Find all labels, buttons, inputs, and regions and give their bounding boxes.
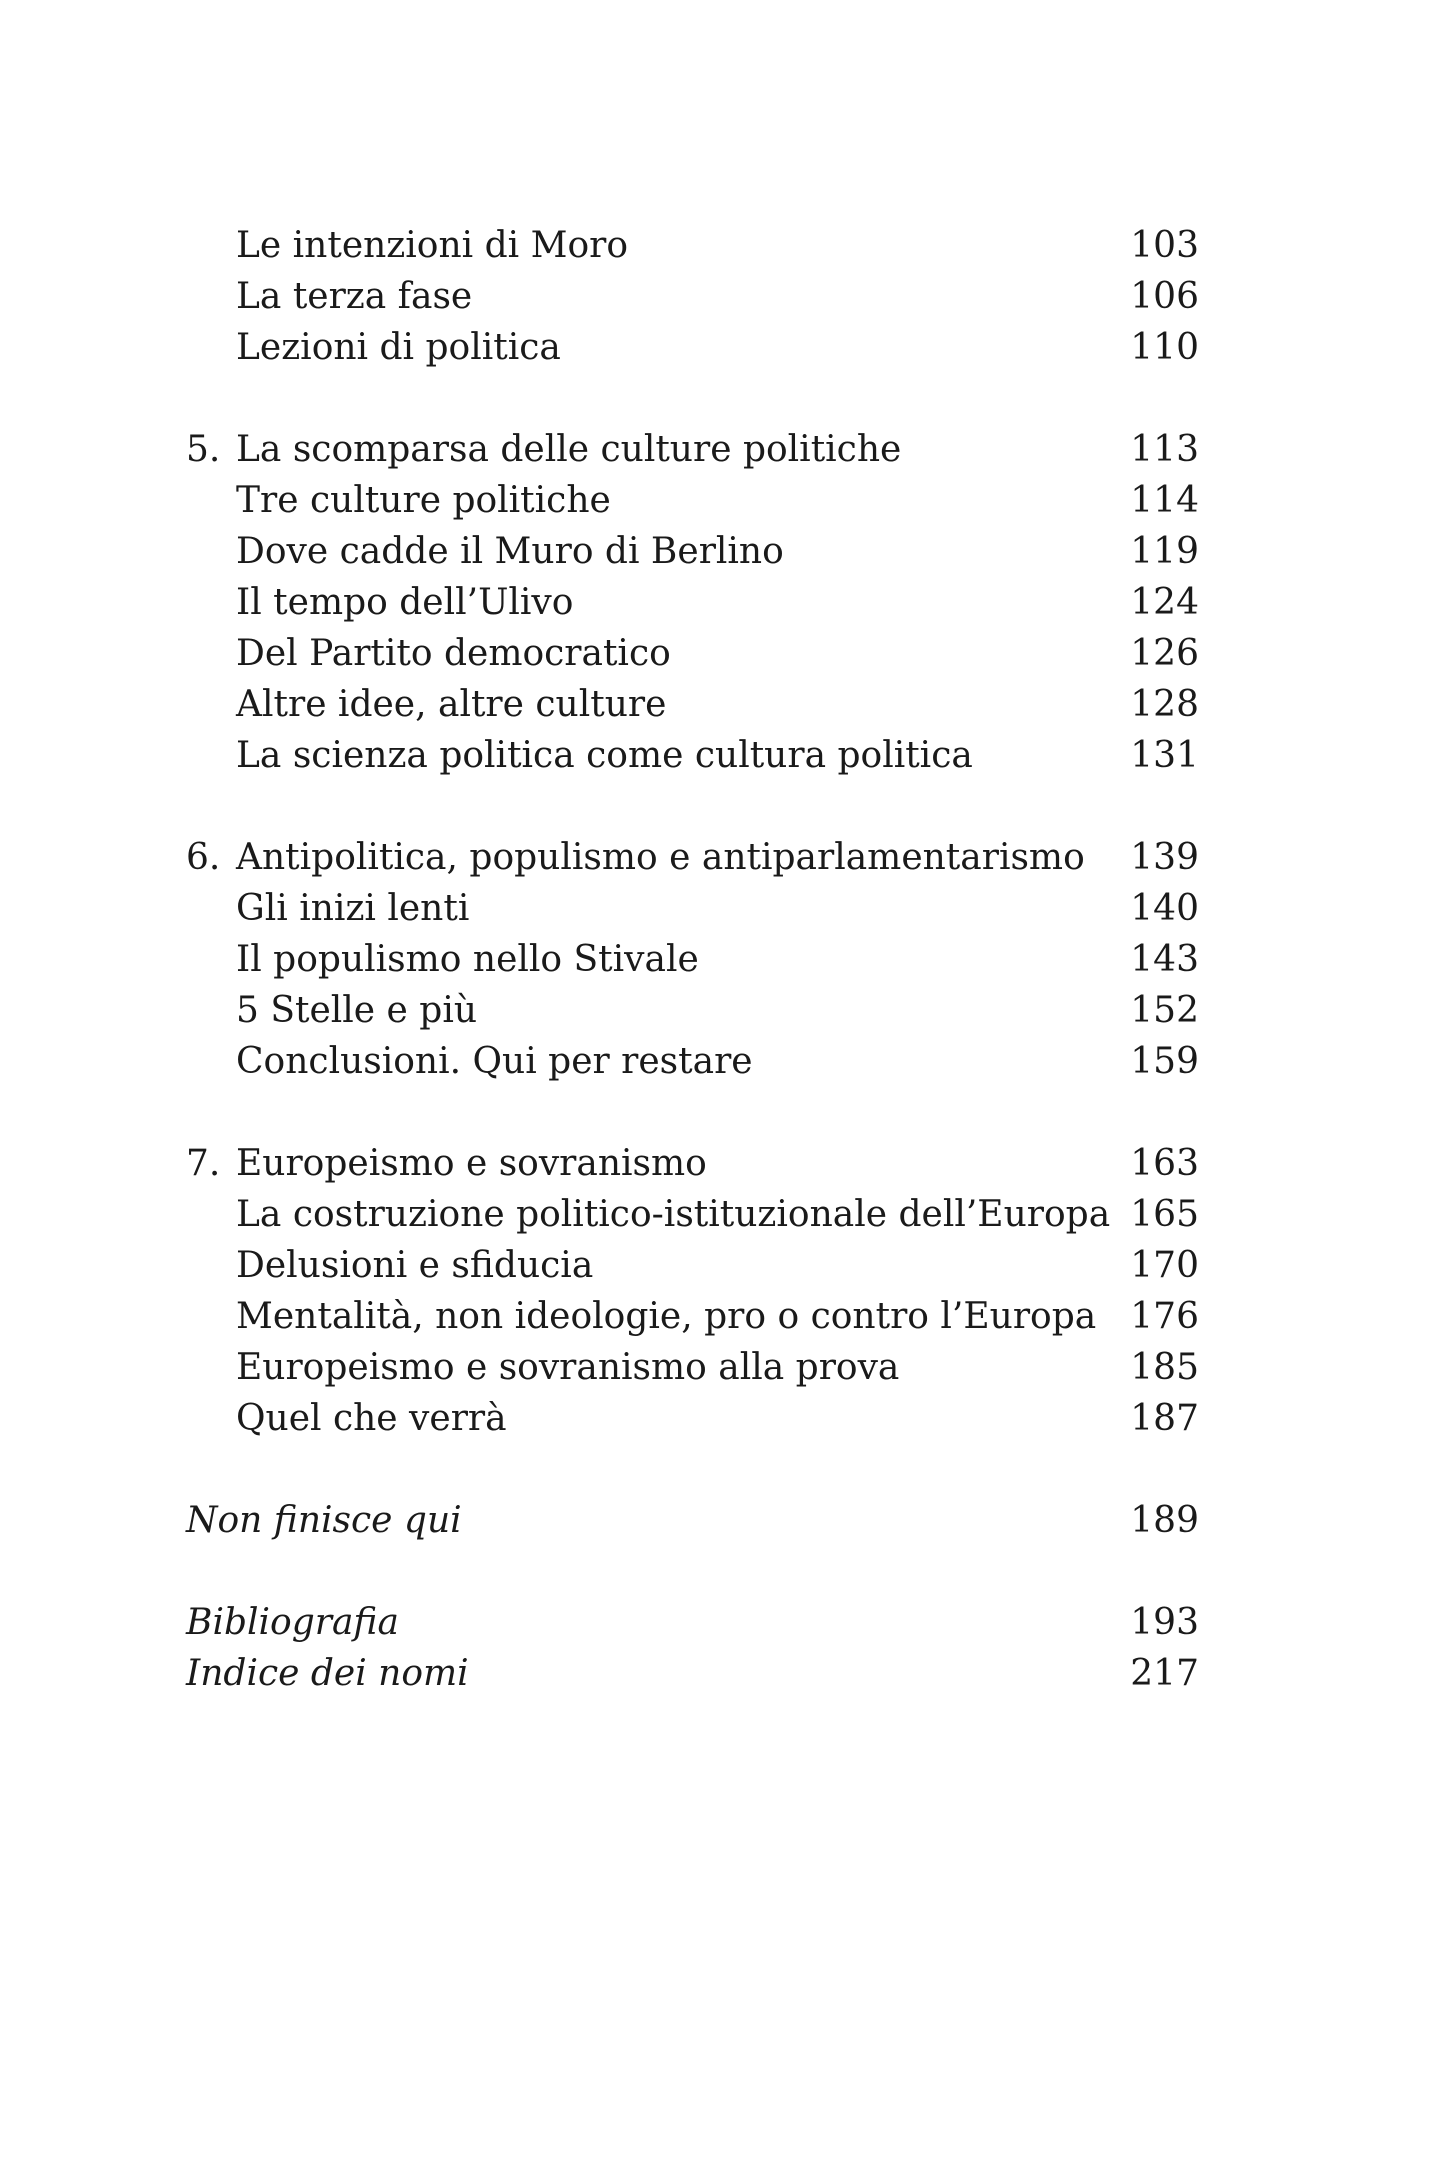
toc-entry bbox=[0, 424, 1445, 475]
entry-title: Le intenzioni di Moro bbox=[236, 225, 629, 266]
page-number: 119 bbox=[1130, 531, 1199, 572]
toc-entry bbox=[0, 271, 1445, 322]
entry-title: La scienza politica come cultura politica bbox=[236, 735, 973, 776]
entry-title: Lezioni di politica bbox=[236, 327, 561, 368]
entry-title: Indice dei nomi bbox=[186, 1653, 469, 1694]
page-number: 103 bbox=[1130, 225, 1199, 266]
chapter-number: 6. bbox=[186, 837, 221, 878]
toc-entry bbox=[0, 934, 1445, 985]
toc-entry bbox=[0, 1240, 1445, 1291]
toc-entry bbox=[0, 220, 1445, 271]
page-number: 187 bbox=[1130, 1398, 1199, 1439]
toc-entry bbox=[0, 1495, 1445, 1546]
toc-section bbox=[0, 424, 1445, 781]
entry-title: Antipolitica, populismo e antiparlamentarismo bbox=[236, 837, 1085, 878]
page-number: 170 bbox=[1130, 1245, 1199, 1286]
toc-entry bbox=[0, 1648, 1445, 1699]
toc-entry bbox=[0, 577, 1445, 628]
page-number: 139 bbox=[1130, 837, 1199, 878]
entry-title: La scomparsa delle culture politiche bbox=[236, 429, 902, 470]
page-number: 159 bbox=[1130, 1041, 1199, 1082]
page-number: 106 bbox=[1130, 276, 1199, 317]
page-number: 110 bbox=[1130, 327, 1199, 368]
page-number: 113 bbox=[1130, 429, 1199, 470]
toc-section bbox=[0, 1138, 1445, 1444]
page-number: 163 bbox=[1130, 1143, 1199, 1184]
entry-title: Il tempo dell’Ulivo bbox=[236, 582, 574, 623]
page-number: 152 bbox=[1130, 990, 1199, 1031]
page-number: 143 bbox=[1130, 939, 1199, 980]
entry-title: Altre idee, altre culture bbox=[236, 684, 667, 725]
page-number: 217 bbox=[1130, 1653, 1199, 1694]
entry-title: Quel che verrà bbox=[236, 1398, 507, 1439]
entry-title: Del Partito democratico bbox=[236, 633, 671, 674]
page-number: 124 bbox=[1130, 582, 1199, 623]
page-number: 193 bbox=[1130, 1602, 1199, 1643]
toc-entry bbox=[0, 1291, 1445, 1342]
entry-title: 5 Stelle e più bbox=[236, 990, 478, 1031]
table-of-contents bbox=[0, 220, 1445, 1750]
entry-title: Europeismo e sovranismo alla prova bbox=[236, 1347, 900, 1388]
toc-entry bbox=[0, 985, 1445, 1036]
page-number: 140 bbox=[1130, 888, 1199, 929]
entry-title: La terza fase bbox=[236, 276, 473, 317]
page-number: 185 bbox=[1130, 1347, 1199, 1388]
toc-section bbox=[0, 832, 1445, 1087]
page-number: 114 bbox=[1130, 480, 1199, 521]
entry-title: Gli inizi lenti bbox=[236, 888, 470, 929]
entry-title: La costruzione politico-istituzionale dell’Europa bbox=[236, 1194, 1111, 1235]
chapter-number: 7. bbox=[186, 1143, 221, 1184]
entry-title: Mentalità, non ideologie, pro o contro l’Europa bbox=[236, 1296, 1097, 1337]
page-number: 126 bbox=[1130, 633, 1199, 674]
toc-entry bbox=[0, 475, 1445, 526]
toc-entry bbox=[0, 628, 1445, 679]
entry-title: Europeismo e sovranismo bbox=[236, 1143, 707, 1184]
toc-entry bbox=[0, 1393, 1445, 1444]
toc-entry bbox=[0, 1189, 1445, 1240]
toc-entry bbox=[0, 730, 1445, 781]
toc-entry bbox=[0, 1597, 1445, 1648]
entry-title: Dove cadde il Muro di Berlino bbox=[236, 531, 784, 572]
toc-section bbox=[0, 1597, 1445, 1699]
toc-entry bbox=[0, 1342, 1445, 1393]
page-number: 176 bbox=[1130, 1296, 1199, 1337]
page-number: 131 bbox=[1130, 735, 1199, 776]
chapter-number: 5. bbox=[186, 429, 221, 470]
entry-title: Il populismo nello Stivale bbox=[236, 939, 699, 980]
toc-entry bbox=[0, 832, 1445, 883]
entry-title: Bibliografia bbox=[186, 1602, 399, 1643]
toc-entry bbox=[0, 679, 1445, 730]
page-number: 128 bbox=[1130, 684, 1199, 725]
toc-entry bbox=[0, 1138, 1445, 1189]
toc-section bbox=[0, 220, 1445, 373]
toc-section bbox=[0, 1495, 1445, 1546]
toc-entry bbox=[0, 526, 1445, 577]
toc-entry bbox=[0, 322, 1445, 373]
toc-entry bbox=[0, 1036, 1445, 1087]
page-number: 189 bbox=[1130, 1500, 1199, 1541]
entry-title: Conclusioni. Qui per restare bbox=[236, 1041, 753, 1082]
entry-title: Non finisce qui bbox=[186, 1500, 462, 1541]
entry-title: Delusioni e sfiducia bbox=[236, 1245, 594, 1286]
page-number: 165 bbox=[1130, 1194, 1199, 1235]
toc-entry bbox=[0, 883, 1445, 934]
entry-title: Tre culture politiche bbox=[236, 480, 611, 521]
